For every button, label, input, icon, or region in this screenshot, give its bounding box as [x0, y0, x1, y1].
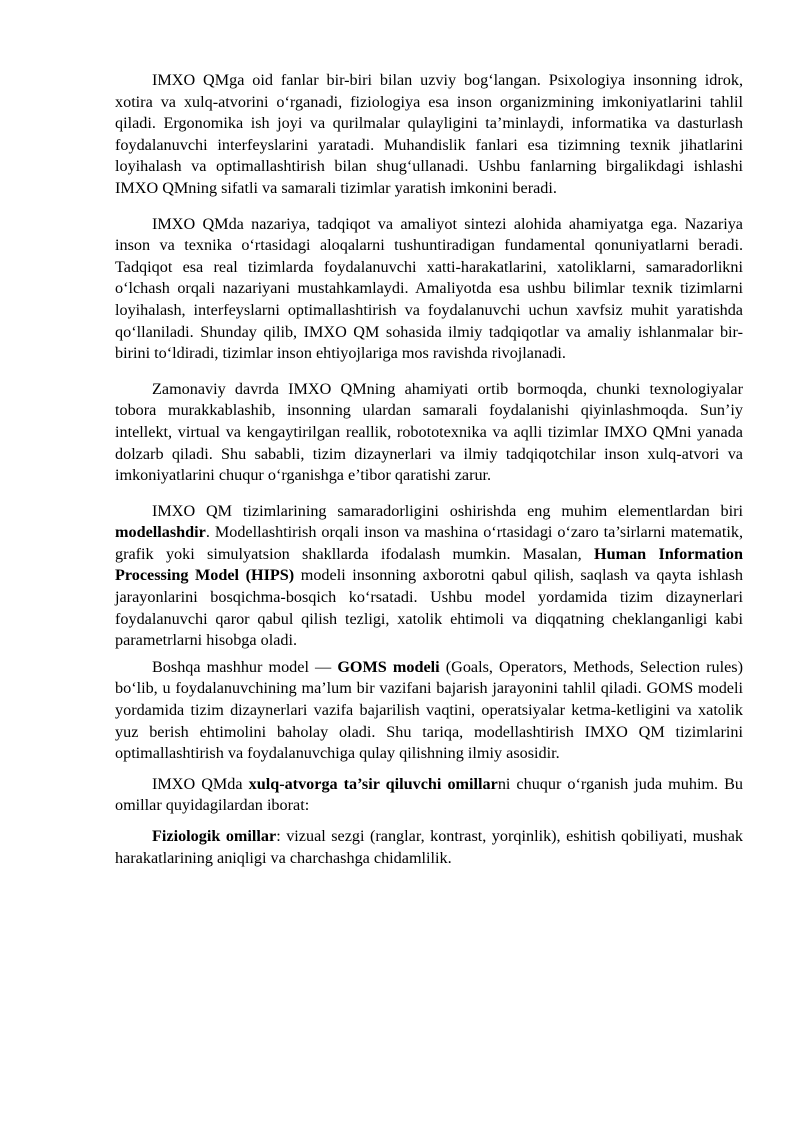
paragraph-behavior-factors — [115, 774, 743, 817]
text-run: Boshqa mashhur model — — [152, 657, 338, 676]
paragraph-physiological-factors — [115, 826, 743, 869]
text-run: ni chuqur o‘rganish juda muhim. Bu omillar quyidagilardan iborat: — [115, 774, 744, 815]
text-run: (Goals, Operators, Methods, Selection rules) bo‘lib, u foydalanuvchining ma’lum bir vazifani bajarish jarayonini tahlil qiladi. GOMS modeli yordamida tizim dizaynerlari vazifa bajarilish vaqtini, operatsiyalar ketma-ketligini va xatolik yuz berish ehtimolini baholay oladi. Shu tariqa, modellashtirish IMXO QM tizimlarini optimallashtirish va foydalanuvchiga qulay qilishning ilmiy asosidir. — [115, 657, 743, 763]
paragraph-modeling — [115, 501, 743, 652]
bold-term-hips-model: Human Information Processing Model (HIPS) — [115, 544, 743, 585]
text-run: . Modellashtirish orqali inson va mashina o‘rtasidagi o‘zaro ta’sirlarni matematik, grafik yoki simulyatsion shakllarda ifodalash mumkin. Masalan, — [115, 523, 743, 563]
text-run: IMXO QM tizimlarining samaradorligini oshirishda eng muhim elementlardan biri — [152, 501, 743, 520]
bold-term-goms-model: GOMS modeli — [337, 657, 440, 676]
text-run: : vizual sezgi (ranglar, kontrast, yorqinlik), eshitish qobiliyati, mushak harakatlarining aniqligi va charchashga chidamlilik. — [115, 827, 743, 867]
paragraph-theory-research-practice: IMXO QMda nazariya, tadqiqot va amaliyot sintezi alohida ahamiyatga ega. Nazariya inson va texnika o‘rtasidagi aloqalarni tushuntiradigan fundamental qonuniyatlarni beradi. Tadqiqot esa real tizimlarda foydalanuvchi xatti-harakatlarini, xatoliklarni, samaradorlikni o‘lchash orqali nazariyani mustahkamlaydi. Amaliyotda esa ushbu bilimlar texnik tizimlarni loyihalash, interfeyslarni optimallashtirish va foydalanuvchi uchun xavfsiz muhit yaratishda qo‘llaniladi. Shunday qilib, IMXO QM sohasida ilmiy tadqiqotlar va amaliy ishlanmalar bir-birini to‘ldiradi, tizimlar inson ehtiyojlariga mos ravishda rivojlanadi. — [115, 214, 743, 363]
paragraph-modern-importance: Zamonaviy davrda IMXO QMning ahamiyati ortib bormoqda, chunki texnologiyalar tobora murakkablashib, insonning ulardan samarali foydalanishi qiyinlashmoqda. Sun’iy intellekt, virtual va kengaytirilgan reallik, robototexnika va aqlli tizimlar IMXO QMni yanada dolzarb qiladi. Shu sababli, tizim dizaynerlari va ilmiy tadqiqotchilar inson xulq-atvori va imkoniyatlarini chuqur o‘rganishga e’tibor qaratishi zarur. — [115, 379, 743, 485]
document-page — [115, 70, 743, 869]
text-run: modeli insonning axborotni qabul qilish, saqlash va qayta ishlash jarayonlarini bosqichma-bosqich ko‘rsatadi. Ushbu model yordamida tizim dizaynerlari foydalanuvchi qaror qabul qilish tezligi, xatolik ehtimoli va diqqatning cheklanganligi kabi parametrlarni hisobga oladi. — [115, 566, 744, 650]
paragraph-goms-model — [115, 657, 743, 765]
bold-term-modellashdir: modellashdir — [115, 523, 206, 542]
bold-term-behavior-factors: xulq-atvorga ta’sir qiluvchi omillar — [248, 774, 498, 793]
bold-term-physiological-factors: Fiziologik omillar — [152, 827, 277, 845]
paragraph-related-disciplines: IMXO QMga oid fanlar bir-biri bilan uzviy bog‘langan. Psixologiya insonning idrok, xotira va xulq-atvorini o‘rganadi, fiziologiya esa inson organizmining imkoniyatlarini tahlil qiladi. Ergonomika ish joyi va qurilmalar qulayligini ta’minlaydi, informatika va dasturlash foydalanuvchi interfeyslarini yaratadi. Muhandislik fanlari esa tizimning texnik jihatlarini loyihalash va optimallashtirish bilan shug‘ullanadi. Ushbu fanlarning birgalikdagi ishlashi IMXO QMning sifatli va samarali tizimlar yaratish imkonini beradi. — [115, 71, 743, 197]
text-run: IMXO QMda — [152, 774, 249, 793]
